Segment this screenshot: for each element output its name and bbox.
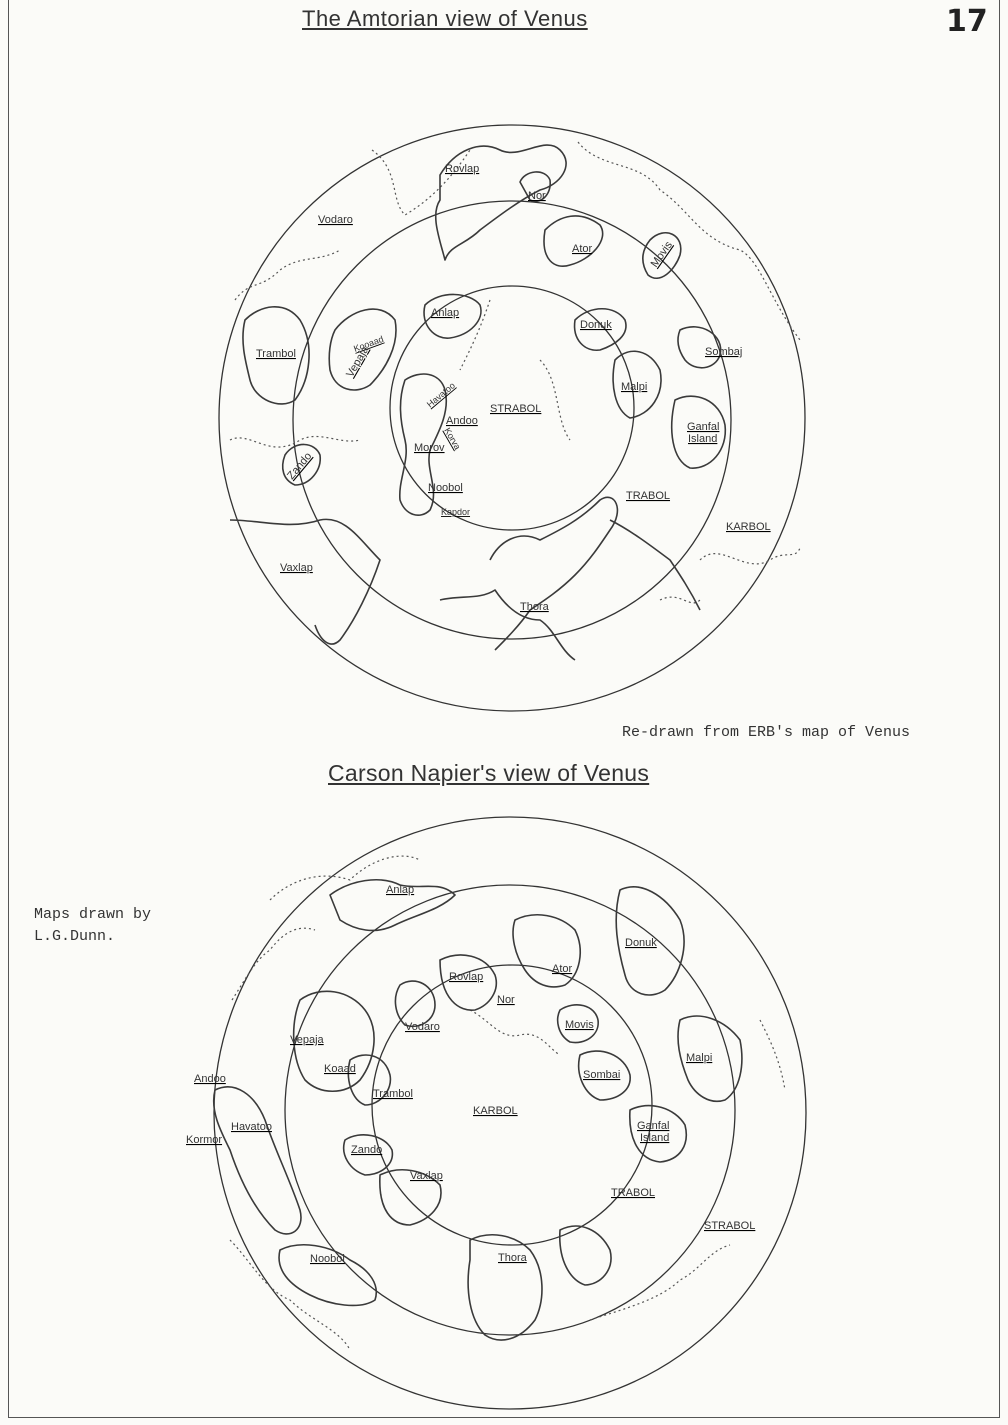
label-trambol: Trambol [373, 1088, 413, 1100]
label-havatoo: Havatoo [424, 380, 457, 410]
label-malpi: Malpi [686, 1052, 713, 1064]
label-rovlap: Rovlap [449, 971, 484, 983]
label-morov: Morov [414, 442, 445, 454]
label-kapdor: Kapdor [441, 507, 471, 517]
label-havatoo: Havatoo [231, 1121, 272, 1133]
bottom-map-title: Carson Napier's view of Venus [328, 760, 650, 786]
redrawn-caption: Re-drawn from ERB's map of Venus [622, 724, 911, 741]
label-zando: Zando [351, 1144, 383, 1156]
label-karbol: KARBOL [726, 521, 771, 533]
label-kormor: Kormor [186, 1134, 223, 1146]
label-zando: Zando [285, 450, 315, 482]
label-movis: Movis [648, 239, 675, 270]
label-nor: Nor [528, 190, 546, 202]
label-trabol: TRABOL [611, 1187, 656, 1199]
label-noobol: Noobol [428, 482, 463, 494]
label-koaad: Koaad [324, 1063, 356, 1075]
dotted-coast [760, 1020, 785, 1090]
label-andoo: Andoo [446, 415, 478, 427]
label-ator: Ator [552, 963, 573, 975]
label-vodaro: Vodaro [405, 1021, 440, 1033]
label-ator: Ator [572, 243, 593, 255]
label-ganfal: Ganfal [687, 421, 720, 433]
landmass [560, 1226, 611, 1285]
label-korva: Korva [442, 426, 463, 452]
label-malpi: Malpi [621, 381, 648, 393]
credit-line-1: Maps drawn by [34, 906, 152, 923]
landmass [214, 1087, 301, 1234]
label-vepaja: Vepaja [290, 1034, 324, 1046]
label-vaxlap: Vaxlap [280, 562, 313, 574]
top-map-title: The Amtorian view of Venus [302, 6, 588, 31]
label-rovlap: Rovlap [445, 163, 480, 175]
label-strabol: STRABOL [704, 1220, 756, 1232]
dotted-coast [470, 1010, 560, 1055]
label-strabol: STRABOL [490, 403, 542, 415]
label-andoo: Andoo [194, 1073, 226, 1085]
landmass [513, 915, 580, 987]
label-island: Island [688, 433, 718, 445]
page-number: 17 [946, 4, 988, 39]
label-vaxlap: Vaxlap [410, 1170, 443, 1182]
label-sombaj: Sombaj [705, 346, 743, 358]
label-vepaja: Vepaja [344, 344, 372, 380]
label-movis: Movis [565, 1019, 594, 1031]
label-thora: Thora [498, 1252, 527, 1264]
label-island: Island [640, 1132, 670, 1144]
label-anlap: Anlap [431, 307, 460, 319]
label-karbol: KARBOL [473, 1105, 518, 1117]
label-anlap: Anlap [386, 884, 415, 896]
label-kooaad: Kooaad [352, 333, 385, 354]
label-nor: Nor [497, 994, 515, 1006]
label-thora: Thora [520, 601, 549, 613]
label-sombai: Sombai [583, 1069, 621, 1081]
label-trabol: TRABOL [626, 490, 671, 502]
credit-line-2: L.G.Dunn. [34, 928, 116, 945]
label-trambol: Trambol [256, 348, 296, 360]
label-vodaro: Vodaro [318, 214, 353, 226]
landmass [468, 1235, 542, 1340]
label-donuk: Donuk [625, 937, 657, 949]
label-donuk: Donuk [580, 319, 612, 331]
dotted-coast [232, 928, 315, 1000]
label-ganfal: Ganfal [637, 1120, 670, 1132]
label-noobol: Noobol [310, 1253, 345, 1265]
